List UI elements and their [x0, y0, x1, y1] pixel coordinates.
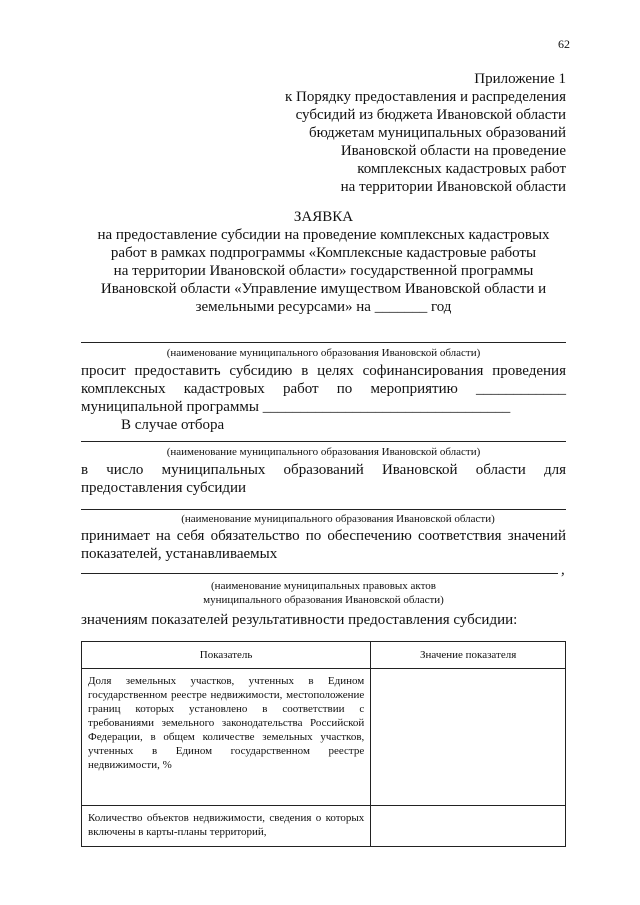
- appendix-line: субсидий из бюджета Ивановской области: [295, 107, 566, 123]
- caption-mo-3: (наименование муниципального образования Ивановской области): [181, 513, 495, 525]
- table-row: [82, 806, 566, 847]
- value-cell[interactable]: [371, 806, 566, 847]
- among-line-2: предоставления субсидии: [81, 480, 247, 496]
- blank-line-mo-2[interactable]: [81, 441, 566, 442]
- appendix-line: бюджетам муниципальных образований: [308, 125, 566, 141]
- subtitle-line: на предоставление субсидии на проведение комплексных кадастровых: [97, 227, 550, 243]
- indicator-cell: Доля земельных участков, учтенных в Едином государственном реестре недвижимости, местоположение границ которых установлено в соответствии с требованиями земельного законодательства Российской Федерации, в общем количестве земельных участков, учтенных в Едином государственном реестре недвижимости, %: [82, 669, 371, 806]
- accepts-line-1: принимает на себя обязательство по обеспечению соответствия значений: [81, 528, 566, 544]
- subtitle-line: Ивановской области «Управление имуществом Ивановской области и: [100, 281, 547, 297]
- blank-line-acts[interactable]: [81, 573, 558, 574]
- caption-acts: [81, 579, 566, 607]
- page-number: 62: [558, 37, 570, 51]
- appendix-line: комплексных кадастровых работ: [357, 161, 566, 177]
- appendix-line: Ивановской области на проведение: [340, 143, 566, 159]
- appendix-line: к Порядку предоставления и распределения: [285, 89, 566, 105]
- accepts-line-2: показателей, устанавливаемых: [81, 546, 278, 562]
- among-line-1: в число муниципальных образований Ивановской области для: [81, 462, 566, 478]
- table-row: [82, 669, 566, 806]
- caption-mo-1: (наименование муниципального образования Ивановской области): [166, 347, 481, 359]
- value-cell[interactable]: [371, 669, 566, 806]
- request-line-1: просит предоставить субсидию в целях софинансирования проведения: [81, 363, 566, 379]
- appendix-line: Приложение 1: [474, 71, 566, 87]
- indicator-cell: Количество объектов недвижимости, сведения о которых включены в карты-планы территорий,: [82, 806, 371, 847]
- document-subtitle: [81, 226, 566, 316]
- subtitle-line: работ в рамках подпрограммы «Комплексные кадастровые работы: [110, 245, 537, 261]
- appendix-line: на территории Ивановской области: [340, 179, 566, 195]
- request-line-2: комплексных кадастровых работ по мероприятию ____________: [81, 381, 566, 397]
- caption-acts-line: (наименование муниципальных правовых актов: [211, 580, 436, 592]
- request-line-3: муниципальной программы _________________________________: [81, 399, 511, 415]
- table-header-value: Значение показателя: [371, 642, 566, 669]
- blank-line-mo-3[interactable]: [81, 509, 566, 510]
- caption-mo-2: (наименование муниципального образования Ивановской области): [166, 446, 481, 458]
- indicators-table: [81, 641, 566, 847]
- caption-acts-line: муниципального образования Ивановской области): [203, 594, 444, 606]
- subtitle-line: земельными ресурсами» на _______ год: [195, 299, 452, 315]
- table-header-row: [82, 642, 566, 669]
- selection-text: В случае отбора: [121, 417, 225, 433]
- blank-line-mo-1[interactable]: [81, 342, 566, 343]
- comma: ,: [561, 562, 565, 578]
- values-line: значениям показателей результативности предоставления субсидии:: [81, 612, 518, 628]
- table-header-indicator: Показатель: [82, 642, 371, 669]
- subtitle-line: на территории Ивановской области» государственной программы: [113, 263, 534, 279]
- document-title: ЗАЯВКА: [293, 209, 354, 225]
- appendix-block: [200, 70, 566, 196]
